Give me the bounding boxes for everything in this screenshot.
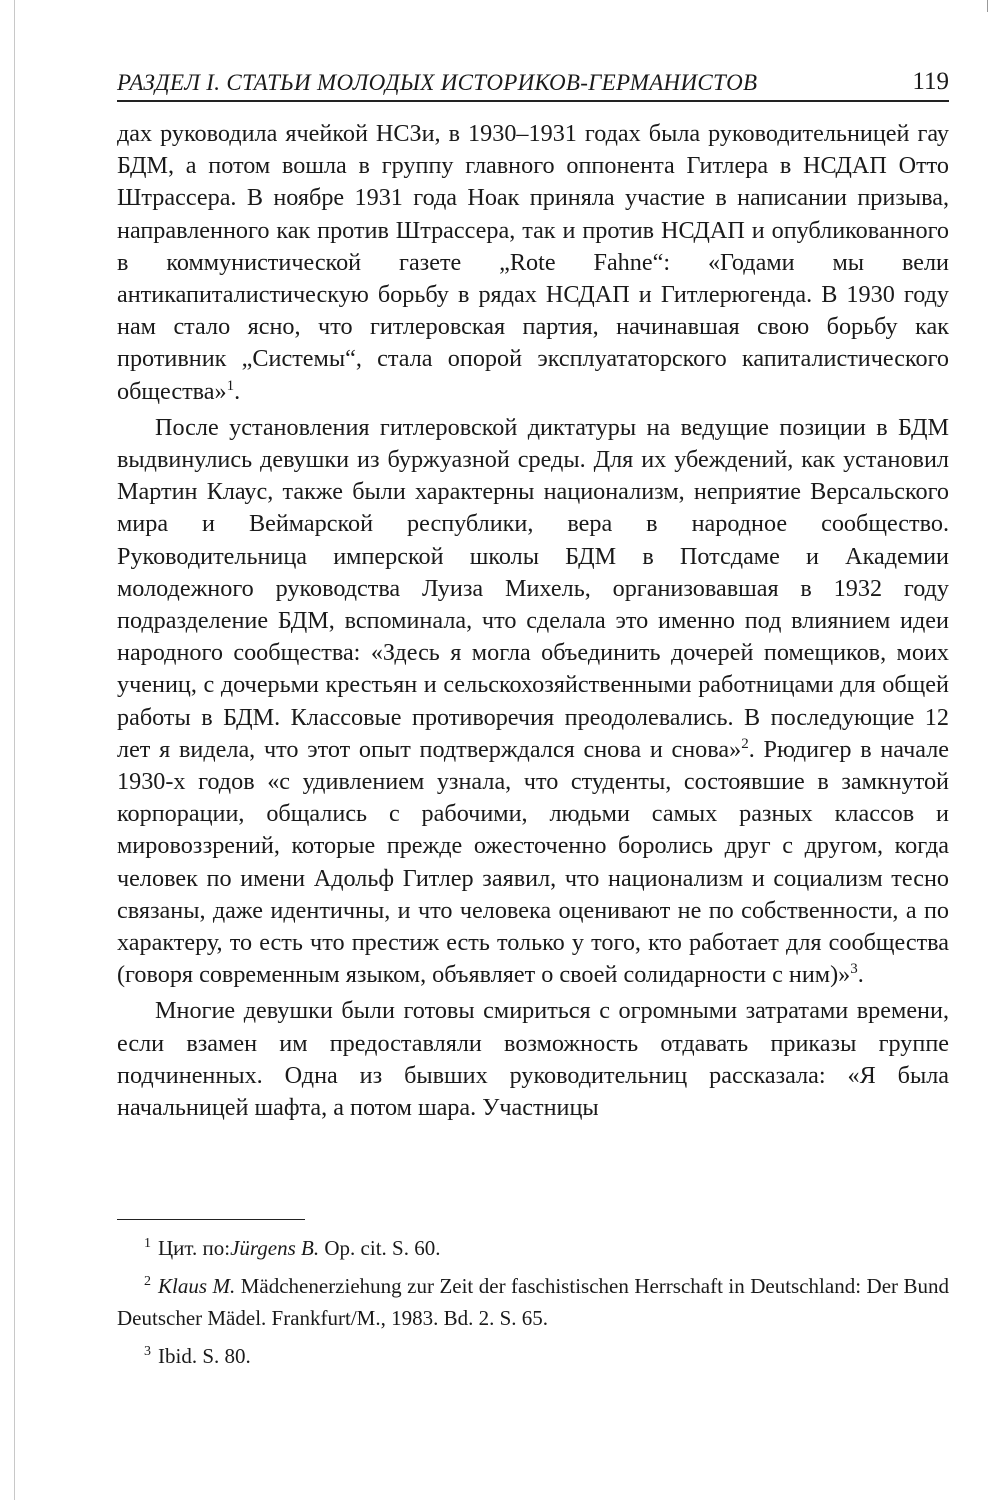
footnote-author: Jürgens B. — [230, 1236, 320, 1260]
footnote-3 — [117, 1340, 949, 1372]
footnote-text: Mädchenerziehung zur Zeit der faschistischen Herrschaft in Deutschland: Der Bund Deutscher Mädel. Frankfurt/M., 1983. Bd. 2. S. 65. — [117, 1274, 949, 1330]
footnote-author: Klaus M. — [158, 1274, 236, 1298]
page-edge-line — [14, 0, 15, 1500]
header-rule — [117, 100, 949, 102]
footnote-number: 3 — [144, 1344, 151, 1359]
footnote-number: 1 — [144, 1236, 151, 1251]
paragraph-2-text-a: После установления гитлеровской диктатуры на ведущие позиции в БДМ выдвинулись девушки из буржуазной среды. Для их убеждений, как установил Мартин Клаус, также были характерны национализм, неприятие Версальского мира и Веймарской республики, вера в народное сообщество. Руководительница имперской школы БДМ в Потсдаме и Академии молодежного руководства Луиза Михель, организовавшая в 1932 году подразделение БДМ, вспоминала, что сделала это именно под влиянием идеи народного сообщества: «Здесь я могла объединить дочерей помещиков, моих учениц, с дочерьми крестьян и сельскохозяйственными работницами для общей работы в БДМ. Классовые противоречия преодолевались. В последующие 12 лет я видела, что этот опыт подтверждался снова и снова» — [117, 413, 949, 763]
paragraph-3 — [117, 995, 949, 1124]
footnote-number: 2 — [144, 1274, 151, 1289]
footnote-ref-2[interactable]: 2 — [741, 735, 749, 752]
footnote-1 — [117, 1232, 949, 1264]
paragraph-2-end: . — [857, 961, 864, 989]
page-number: 119 — [912, 68, 949, 95]
page-header — [117, 60, 949, 100]
footnote-text: Ibid. S. 80. — [158, 1344, 251, 1368]
paragraph-2 — [117, 412, 949, 992]
footnote-2 — [117, 1270, 949, 1334]
running-head: РАЗДЕЛ I. СТАТЬИ МОЛОДЫХ ИСТОРИКОВ-ГЕРМАНИСТОВ — [117, 70, 758, 95]
footnotes — [117, 1232, 949, 1372]
paragraph-3-text: Многие девушки были готовы смириться с огромными затратами времени, если взамен им предоставляли возможность отдавать приказы группе подчиненных. Одна из бывших руководительниц рассказала: «Я была начальницей шафта, а потом шара. Участницы — [117, 997, 949, 1122]
footnote-rule — [117, 1219, 305, 1220]
footnote-text: Op. cit. S. 60. — [319, 1236, 441, 1260]
footnote-ref-3[interactable]: 3 — [850, 961, 858, 978]
paragraph-1 — [117, 118, 949, 408]
top-edge-mark — [987, 0, 988, 12]
paragraph-1-end: . — [234, 377, 241, 405]
footnote-prefix: Цит. по: — [158, 1236, 231, 1260]
paragraph-2-text-b: . Рюдигер в начале 1930-х годов «с удивлением узнала, что студенты, состоявшие в замкнутой корпорации, общались с рабочими, людьми самых разных классов и мировоззрений, которые прежде ожесточенно боролись друг с другом, когда человек по имени Адольф Гитлер заявил, что национализм и социализм тесно связаны, даже идентичны, и что человека оценивают не по собственности, а по характеру, то есть что престиж есть только у того, кто работает для сообщества (говоря современным языком, объявляет о своей солидарности с ним)» — [117, 735, 949, 989]
footnote-ref-1[interactable]: 1 — [226, 377, 235, 394]
body-text — [117, 118, 949, 1124]
paragraph-1-text: дах руководила ячейкой НСЗи, в 1930–1931 годах была руководительницей гау БДМ, а потом вошла в группу главного оппонента Гитлера в НСДАП Отто Штрассера. В ноябре 1931 года Ноак приняла участие в написании призыва, направленного как против Штрассера, так и против НСДАП и опубликованного в коммунистической газете „Rote Fahne“: «Годами мы вели антикапиталистическую борьбу в рядах НСДАП и Гитлерюгенда. В 1930 году нам стало ясно, что гитлеровская партия, начинавшая свою борьбу как противник „Системы“, стала опорой эксплуататорского капиталистического общества» — [117, 120, 949, 405]
